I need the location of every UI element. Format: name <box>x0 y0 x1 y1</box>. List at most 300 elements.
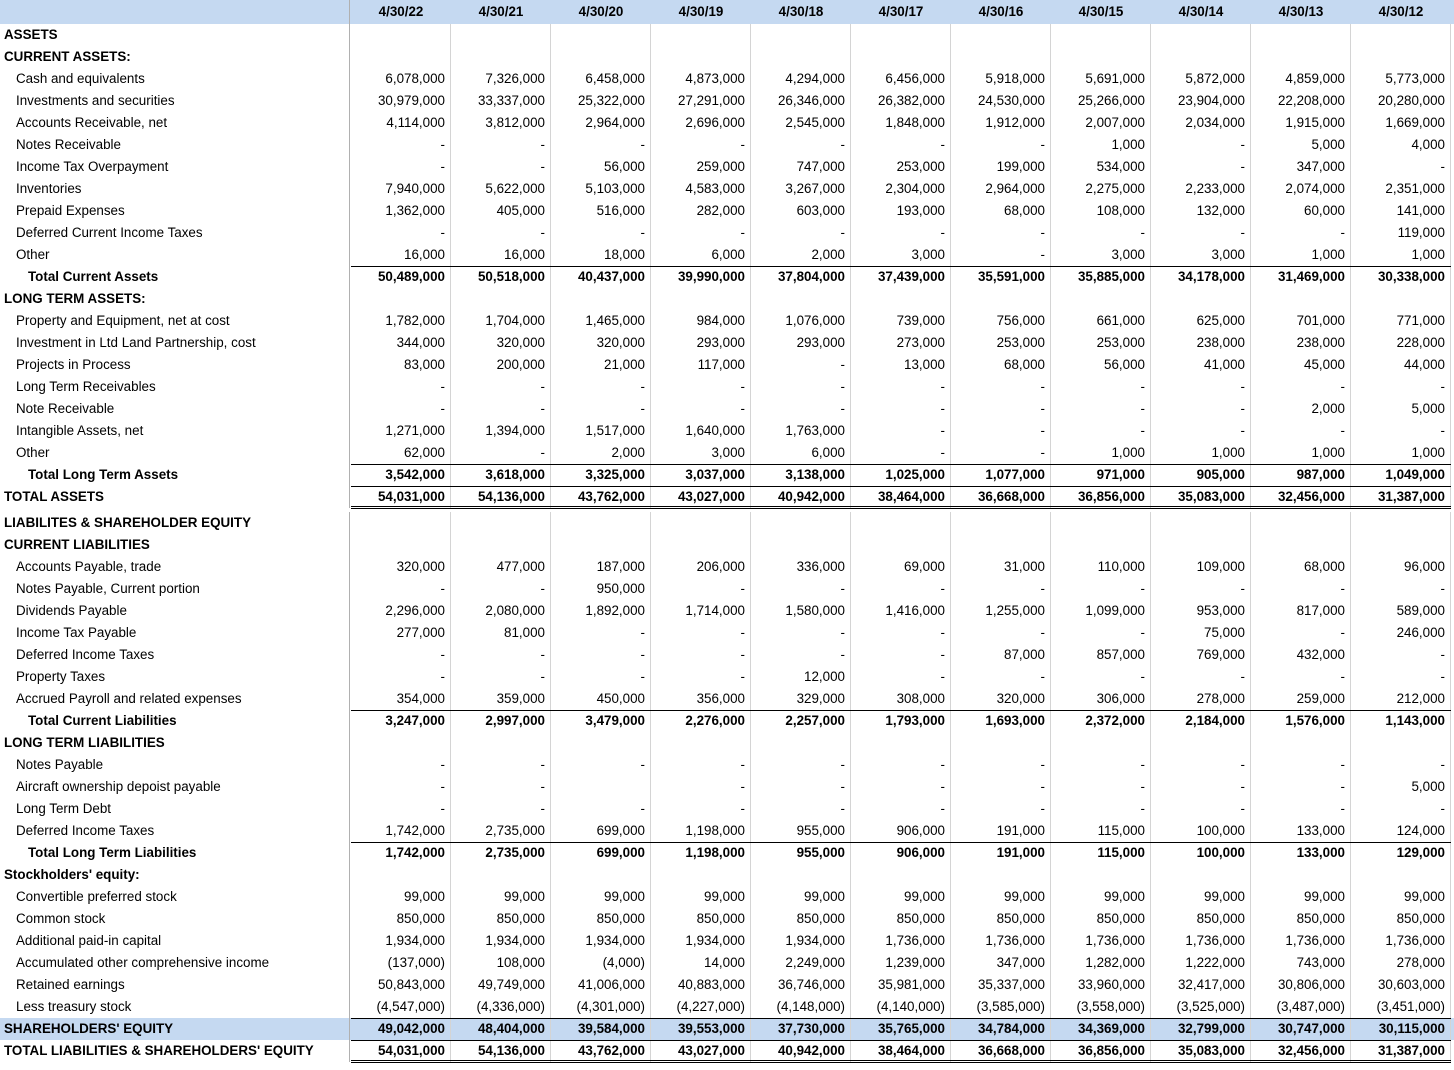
value-cell[interactable]: - <box>851 398 951 420</box>
value-cell[interactable]: 54,031,000 <box>351 1040 451 1062</box>
value-cell[interactable] <box>951 24 1051 46</box>
value-cell[interactable]: 1,000 <box>1251 244 1351 266</box>
value-cell[interactable]: 3,037,000 <box>651 464 751 486</box>
value-cell[interactable]: - <box>1151 666 1251 688</box>
value-cell[interactable]: 99,000 <box>451 886 551 908</box>
row-label[interactable]: Common stock <box>0 908 350 930</box>
value-cell[interactable]: - <box>751 134 851 156</box>
row-label[interactable]: Total Long Term Assets <box>0 464 350 486</box>
value-cell[interactable]: - <box>1051 776 1151 798</box>
value-cell[interactable]: 99,000 <box>1351 886 1451 908</box>
value-cell[interactable]: - <box>351 156 451 178</box>
value-cell[interactable]: 35,083,000 <box>1151 1040 1251 1062</box>
value-cell[interactable]: - <box>551 222 651 244</box>
value-cell[interactable] <box>551 864 651 886</box>
row-label[interactable]: Convertible preferred stock <box>0 886 350 908</box>
row-label[interactable]: Projects in Process <box>0 354 350 376</box>
value-cell[interactable]: 2,276,000 <box>651 710 751 732</box>
value-cell[interactable] <box>751 46 851 68</box>
row-label[interactable]: Deferred Income Taxes <box>0 820 350 842</box>
value-cell[interactable] <box>551 534 651 556</box>
row-label[interactable]: CURRENT ASSETS: <box>0 46 350 68</box>
value-cell[interactable]: - <box>1151 398 1251 420</box>
value-cell[interactable]: - <box>1351 156 1451 178</box>
value-cell[interactable]: 99,000 <box>951 886 1051 908</box>
value-cell[interactable]: 193,000 <box>851 200 951 222</box>
value-cell[interactable] <box>951 864 1051 886</box>
row-label[interactable]: Deferred Income Taxes <box>0 644 350 666</box>
value-cell[interactable] <box>651 24 751 46</box>
value-cell[interactable]: 450,000 <box>551 688 651 710</box>
row-label[interactable]: Deferred Current Income Taxes <box>0 222 350 244</box>
value-cell[interactable]: 1,076,000 <box>751 310 851 332</box>
value-cell[interactable] <box>551 776 651 798</box>
value-cell[interactable]: - <box>1351 420 1451 442</box>
value-cell[interactable]: 115,000 <box>1051 820 1151 842</box>
value-cell[interactable]: 1,793,000 <box>851 710 951 732</box>
value-cell[interactable] <box>351 288 451 310</box>
value-cell[interactable]: 2,007,000 <box>1051 112 1151 134</box>
value-cell[interactable] <box>951 534 1051 556</box>
value-cell[interactable]: - <box>1051 420 1151 442</box>
value-cell[interactable]: 32,417,000 <box>1151 974 1251 996</box>
value-cell[interactable]: 38,464,000 <box>851 486 951 508</box>
value-cell[interactable]: 253,000 <box>951 332 1051 354</box>
value-cell[interactable]: 2,000 <box>751 244 851 266</box>
value-cell[interactable]: - <box>1351 578 1451 600</box>
value-cell[interactable] <box>751 534 851 556</box>
value-cell[interactable]: - <box>1251 222 1351 244</box>
value-cell[interactable]: 191,000 <box>951 842 1051 864</box>
value-cell[interactable]: - <box>351 776 451 798</box>
value-cell[interactable]: - <box>751 376 851 398</box>
value-cell[interactable]: 41,000 <box>1151 354 1251 376</box>
value-cell[interactable]: - <box>751 578 851 600</box>
value-cell[interactable] <box>1251 534 1351 556</box>
value-cell[interactable]: 259,000 <box>1251 688 1351 710</box>
value-cell[interactable]: - <box>651 376 751 398</box>
value-cell[interactable]: 701,000 <box>1251 310 1351 332</box>
value-cell[interactable]: 320,000 <box>351 556 451 578</box>
value-cell[interactable]: 1,934,000 <box>651 930 751 952</box>
value-cell[interactable]: - <box>1351 798 1451 820</box>
value-cell[interactable]: 14,000 <box>651 952 751 974</box>
value-cell[interactable]: 1,934,000 <box>751 930 851 952</box>
value-cell[interactable]: - <box>1051 398 1151 420</box>
value-cell[interactable]: 7,940,000 <box>351 178 451 200</box>
value-cell[interactable]: 534,000 <box>1051 156 1151 178</box>
value-cell[interactable]: 30,747,000 <box>1251 1018 1351 1040</box>
value-cell[interactable]: (3,525,000) <box>1151 996 1251 1018</box>
value-cell[interactable] <box>351 732 451 754</box>
value-cell[interactable]: 850,000 <box>451 908 551 930</box>
value-cell[interactable]: 336,000 <box>751 556 851 578</box>
value-cell[interactable]: 5,918,000 <box>951 68 1051 90</box>
value-cell[interactable] <box>551 288 651 310</box>
value-cell[interactable]: 850,000 <box>351 908 451 930</box>
value-cell[interactable]: 30,338,000 <box>1351 266 1451 288</box>
value-cell[interactable] <box>351 534 451 556</box>
value-cell[interactable]: - <box>651 776 751 798</box>
value-cell[interactable] <box>1251 732 1351 754</box>
value-cell[interactable]: - <box>951 754 1051 776</box>
value-cell[interactable]: 5,000 <box>1251 134 1351 156</box>
value-cell[interactable]: - <box>851 420 951 442</box>
value-cell[interactable]: 1,222,000 <box>1151 952 1251 974</box>
row-label[interactable]: Additional paid-in capital <box>0 930 350 952</box>
value-cell[interactable]: 2,249,000 <box>751 952 851 974</box>
value-cell[interactable]: - <box>851 798 951 820</box>
value-cell[interactable]: 99,000 <box>1151 886 1251 908</box>
row-label[interactable]: TOTAL LIABILITIES & SHAREHOLDERS' EQUITY <box>0 1040 350 1062</box>
value-cell[interactable]: 4,583,000 <box>651 178 751 200</box>
value-cell[interactable]: - <box>651 666 751 688</box>
value-cell[interactable]: 850,000 <box>1251 908 1351 930</box>
value-cell[interactable]: - <box>1051 754 1151 776</box>
value-cell[interactable]: 36,668,000 <box>951 486 1051 508</box>
value-cell[interactable]: 5,691,000 <box>1051 68 1151 90</box>
value-cell[interactable]: 96,000 <box>1351 556 1451 578</box>
value-cell[interactable]: 1,239,000 <box>851 952 951 974</box>
value-cell[interactable]: 850,000 <box>951 908 1051 930</box>
value-cell[interactable]: - <box>1351 666 1451 688</box>
value-cell[interactable]: 1,282,000 <box>1051 952 1151 974</box>
value-cell[interactable]: 432,000 <box>1251 644 1351 666</box>
value-cell[interactable]: 1,465,000 <box>551 310 651 332</box>
value-cell[interactable]: 3,267,000 <box>751 178 851 200</box>
value-cell[interactable]: 99,000 <box>351 886 451 908</box>
value-cell[interactable]: - <box>1251 578 1351 600</box>
value-cell[interactable] <box>851 864 951 886</box>
value-cell[interactable]: 955,000 <box>751 842 851 864</box>
value-cell[interactable] <box>1351 864 1451 886</box>
value-cell[interactable]: 1,576,000 <box>1251 710 1351 732</box>
row-label[interactable]: Note Receivable <box>0 398 350 420</box>
value-cell[interactable] <box>651 534 751 556</box>
row-label[interactable]: Long Term Debt <box>0 798 350 820</box>
value-cell[interactable]: 45,000 <box>1251 354 1351 376</box>
value-cell[interactable]: 4,873,000 <box>651 68 751 90</box>
value-cell[interactable] <box>751 732 851 754</box>
value-cell[interactable] <box>851 288 951 310</box>
value-cell[interactable]: - <box>851 578 951 600</box>
value-cell[interactable]: 13,000 <box>851 354 951 376</box>
value-cell[interactable]: 25,266,000 <box>1051 90 1151 112</box>
value-cell[interactable]: 253,000 <box>1051 332 1151 354</box>
value-cell[interactable]: 320,000 <box>951 688 1051 710</box>
value-cell[interactable]: - <box>551 398 651 420</box>
value-cell[interactable]: 4,859,000 <box>1251 68 1351 90</box>
value-cell[interactable] <box>851 732 951 754</box>
value-cell[interactable]: 49,042,000 <box>351 1018 451 1040</box>
value-cell[interactable]: - <box>751 798 851 820</box>
value-cell[interactable]: 54,136,000 <box>451 486 551 508</box>
value-cell[interactable]: 516,000 <box>551 200 651 222</box>
value-cell[interactable]: 115,000 <box>1051 842 1151 864</box>
value-cell[interactable]: 5,103,000 <box>551 178 651 200</box>
value-cell[interactable] <box>1151 46 1251 68</box>
column-header[interactable]: 4/30/19 <box>678 4 724 19</box>
value-cell[interactable]: - <box>451 442 551 464</box>
value-cell[interactable]: 87,000 <box>951 644 1051 666</box>
value-cell[interactable]: 35,981,000 <box>851 974 951 996</box>
value-cell[interactable]: - <box>851 644 951 666</box>
value-cell[interactable]: 69,000 <box>851 556 951 578</box>
value-cell[interactable] <box>551 24 651 46</box>
value-cell[interactable]: (4,227,000) <box>651 996 751 1018</box>
value-cell[interactable]: - <box>351 376 451 398</box>
value-cell[interactable]: 2,034,000 <box>1151 112 1251 134</box>
value-cell[interactable]: 905,000 <box>1151 464 1251 486</box>
value-cell[interactable]: 1,099,000 <box>1051 600 1151 622</box>
value-cell[interactable]: - <box>751 622 851 644</box>
value-cell[interactable]: 3,000 <box>851 244 951 266</box>
value-cell[interactable]: 1,934,000 <box>551 930 651 952</box>
value-cell[interactable]: 3,479,000 <box>551 710 651 732</box>
value-cell[interactable] <box>751 288 851 310</box>
column-header[interactable]: 4/30/17 <box>878 4 924 19</box>
value-cell[interactable]: 33,960,000 <box>1051 974 1151 996</box>
value-cell[interactable]: - <box>351 644 451 666</box>
value-cell[interactable]: - <box>351 134 451 156</box>
row-label[interactable]: Cash and equivalents <box>0 68 350 90</box>
value-cell[interactable]: 2,257,000 <box>751 710 851 732</box>
column-header[interactable]: 4/30/12 <box>1378 4 1424 19</box>
value-cell[interactable]: - <box>451 776 551 798</box>
value-cell[interactable]: 817,000 <box>1251 600 1351 622</box>
value-cell[interactable]: 35,885,000 <box>1051 266 1151 288</box>
value-cell[interactable]: - <box>751 776 851 798</box>
value-cell[interactable] <box>451 512 551 534</box>
value-cell[interactable]: - <box>1051 376 1151 398</box>
value-cell[interactable]: - <box>951 376 1051 398</box>
column-header[interactable]: 4/30/13 <box>1278 4 1324 19</box>
value-cell[interactable]: 850,000 <box>651 908 751 930</box>
value-cell[interactable] <box>351 46 451 68</box>
value-cell[interactable] <box>1051 46 1151 68</box>
value-cell[interactable] <box>951 732 1051 754</box>
value-cell[interactable]: 1,077,000 <box>951 464 1051 486</box>
value-cell[interactable]: - <box>651 644 751 666</box>
value-cell[interactable]: 31,000 <box>951 556 1051 578</box>
value-cell[interactable]: 2,296,000 <box>351 600 451 622</box>
value-cell[interactable]: - <box>451 798 551 820</box>
value-cell[interactable]: - <box>351 754 451 776</box>
value-cell[interactable]: 2,545,000 <box>751 112 851 134</box>
value-cell[interactable]: 35,765,000 <box>851 1018 951 1040</box>
row-label[interactable]: Accumulated other comprehensive income <box>0 952 350 974</box>
value-cell[interactable]: 83,000 <box>351 354 451 376</box>
value-cell[interactable]: 56,000 <box>551 156 651 178</box>
value-cell[interactable] <box>1051 512 1151 534</box>
value-cell[interactable]: - <box>951 134 1051 156</box>
value-cell[interactable] <box>751 512 851 534</box>
value-cell[interactable]: 2,964,000 <box>551 112 651 134</box>
value-cell[interactable]: 132,000 <box>1151 200 1251 222</box>
value-cell[interactable] <box>1151 288 1251 310</box>
value-cell[interactable]: 953,000 <box>1151 600 1251 622</box>
value-cell[interactable]: 850,000 <box>1151 908 1251 930</box>
row-label[interactable]: Income Tax Payable <box>0 622 350 644</box>
value-cell[interactable]: 99,000 <box>1251 886 1351 908</box>
value-cell[interactable] <box>1351 288 1451 310</box>
value-cell[interactable]: 661,000 <box>1051 310 1151 332</box>
value-cell[interactable]: 1,000 <box>1051 442 1151 464</box>
value-cell[interactable] <box>1351 46 1451 68</box>
value-cell[interactable] <box>1051 534 1151 556</box>
value-cell[interactable]: 747,000 <box>751 156 851 178</box>
value-cell[interactable]: 2,696,000 <box>651 112 751 134</box>
column-header[interactable]: 4/30/15 <box>1078 4 1124 19</box>
value-cell[interactable]: 36,668,000 <box>951 1040 1051 1062</box>
value-cell[interactable]: 1,934,000 <box>351 930 451 952</box>
value-cell[interactable]: - <box>751 222 851 244</box>
value-cell[interactable] <box>1251 864 1351 886</box>
value-cell[interactable]: - <box>751 398 851 420</box>
value-cell[interactable]: 603,000 <box>751 200 851 222</box>
value-cell[interactable] <box>1351 24 1451 46</box>
value-cell[interactable]: - <box>451 578 551 600</box>
value-cell[interactable]: 3,000 <box>1051 244 1151 266</box>
value-cell[interactable]: 109,000 <box>1151 556 1251 578</box>
value-cell[interactable]: (3,451,000) <box>1351 996 1451 1018</box>
value-cell[interactable]: 30,979,000 <box>351 90 451 112</box>
value-cell[interactable]: 99,000 <box>651 886 751 908</box>
value-cell[interactable]: 117,000 <box>651 354 751 376</box>
value-cell[interactable]: 2,000 <box>1251 398 1351 420</box>
value-cell[interactable]: 347,000 <box>951 952 1051 974</box>
value-cell[interactable] <box>1351 534 1451 556</box>
value-cell[interactable]: - <box>951 578 1051 600</box>
value-cell[interactable] <box>551 732 651 754</box>
value-cell[interactable] <box>1151 24 1251 46</box>
value-cell[interactable]: 110,000 <box>1051 556 1151 578</box>
value-cell[interactable]: 1,915,000 <box>1251 112 1351 134</box>
value-cell[interactable] <box>451 732 551 754</box>
value-cell[interactable] <box>451 24 551 46</box>
value-cell[interactable]: - <box>351 798 451 820</box>
value-cell[interactable]: 1,742,000 <box>351 820 451 842</box>
value-cell[interactable]: 30,806,000 <box>1251 974 1351 996</box>
value-cell[interactable]: 41,006,000 <box>551 974 651 996</box>
value-cell[interactable] <box>1151 732 1251 754</box>
value-cell[interactable]: 56,000 <box>1051 354 1151 376</box>
value-cell[interactable]: 359,000 <box>451 688 551 710</box>
value-cell[interactable] <box>351 24 451 46</box>
value-cell[interactable]: - <box>1151 156 1251 178</box>
value-cell[interactable]: - <box>1151 798 1251 820</box>
value-cell[interactable]: 16,000 <box>351 244 451 266</box>
value-cell[interactable]: - <box>451 754 551 776</box>
value-cell[interactable] <box>351 512 451 534</box>
value-cell[interactable]: 1,848,000 <box>851 112 951 134</box>
value-cell[interactable]: 48,404,000 <box>451 1018 551 1040</box>
value-cell[interactable]: 1,763,000 <box>751 420 851 442</box>
value-cell[interactable]: 50,489,000 <box>351 266 451 288</box>
value-cell[interactable]: 477,000 <box>451 556 551 578</box>
value-cell[interactable]: 2,304,000 <box>851 178 951 200</box>
value-cell[interactable]: 238,000 <box>1251 332 1351 354</box>
value-cell[interactable]: - <box>951 666 1051 688</box>
value-cell[interactable]: 3,542,000 <box>351 464 451 486</box>
row-label[interactable]: Dividends Payable <box>0 600 350 622</box>
row-label[interactable]: LONG TERM LIABILITIES <box>0 732 350 754</box>
column-header[interactable]: 4/30/14 <box>1178 4 1224 19</box>
value-cell[interactable]: 238,000 <box>1151 332 1251 354</box>
value-cell[interactable] <box>651 512 751 534</box>
value-cell[interactable]: 354,000 <box>351 688 451 710</box>
row-label[interactable]: Total Long Term Liabilities <box>0 842 350 864</box>
value-cell[interactable]: 589,000 <box>1351 600 1451 622</box>
value-cell[interactable]: 1,416,000 <box>851 600 951 622</box>
value-cell[interactable]: 1,736,000 <box>951 930 1051 952</box>
value-cell[interactable]: 329,000 <box>751 688 851 710</box>
row-label[interactable]: Accrued Payroll and related expenses <box>0 688 350 710</box>
value-cell[interactable]: 43,762,000 <box>551 486 651 508</box>
value-cell[interactable]: 2,080,000 <box>451 600 551 622</box>
value-cell[interactable]: 3,325,000 <box>551 464 651 486</box>
value-cell[interactable]: - <box>951 222 1051 244</box>
value-cell[interactable]: 1,736,000 <box>1351 930 1451 952</box>
value-cell[interactable]: 133,000 <box>1251 820 1351 842</box>
value-cell[interactable] <box>451 864 551 886</box>
row-label[interactable]: Notes Receivable <box>0 134 350 156</box>
value-cell[interactable]: 133,000 <box>1251 842 1351 864</box>
value-cell[interactable]: - <box>1351 376 1451 398</box>
value-cell[interactable]: - <box>1151 754 1251 776</box>
value-cell[interactable]: 26,346,000 <box>751 90 851 112</box>
value-cell[interactable]: 99,000 <box>1051 886 1151 908</box>
value-cell[interactable]: 1,025,000 <box>851 464 951 486</box>
value-cell[interactable]: 200,000 <box>451 354 551 376</box>
value-cell[interactable]: - <box>351 222 451 244</box>
value-cell[interactable]: 1,000 <box>1051 134 1151 156</box>
value-cell[interactable]: 5,622,000 <box>451 178 551 200</box>
value-cell[interactable]: 187,000 <box>551 556 651 578</box>
value-cell[interactable]: - <box>851 776 951 798</box>
value-cell[interactable] <box>651 46 751 68</box>
value-cell[interactable]: 277,000 <box>351 622 451 644</box>
value-cell[interactable]: 1,782,000 <box>351 310 451 332</box>
value-cell[interactable]: - <box>1251 376 1351 398</box>
row-label[interactable]: Aircraft ownership depoist payable <box>0 776 350 798</box>
value-cell[interactable]: 36,856,000 <box>1051 486 1151 508</box>
value-cell[interactable]: 6,078,000 <box>351 68 451 90</box>
row-label[interactable]: Other <box>0 442 350 464</box>
value-cell[interactable]: (3,487,000) <box>1251 996 1351 1018</box>
value-cell[interactable] <box>451 534 551 556</box>
value-cell[interactable]: 75,000 <box>1151 622 1251 644</box>
value-cell[interactable]: - <box>1051 798 1151 820</box>
value-cell[interactable]: 68,000 <box>951 354 1051 376</box>
value-cell[interactable]: 320,000 <box>551 332 651 354</box>
value-cell[interactable]: 1,000 <box>1151 442 1251 464</box>
row-label[interactable]: CURRENT LIABILITIES <box>0 534 350 556</box>
value-cell[interactable]: - <box>651 798 751 820</box>
value-cell[interactable]: 39,990,000 <box>651 266 751 288</box>
value-cell[interactable]: 2,735,000 <box>451 820 551 842</box>
value-cell[interactable]: 37,804,000 <box>751 266 851 288</box>
value-cell[interactable]: (4,301,000) <box>551 996 651 1018</box>
value-cell[interactable]: 3,618,000 <box>451 464 551 486</box>
value-cell[interactable]: 2,275,000 <box>1051 178 1151 200</box>
value-cell[interactable]: 1,000 <box>1351 442 1451 464</box>
value-cell[interactable] <box>1051 24 1151 46</box>
value-cell[interactable]: 21,000 <box>551 354 651 376</box>
value-cell[interactable]: - <box>451 644 551 666</box>
value-cell[interactable]: 16,000 <box>451 244 551 266</box>
value-cell[interactable]: - <box>951 622 1051 644</box>
